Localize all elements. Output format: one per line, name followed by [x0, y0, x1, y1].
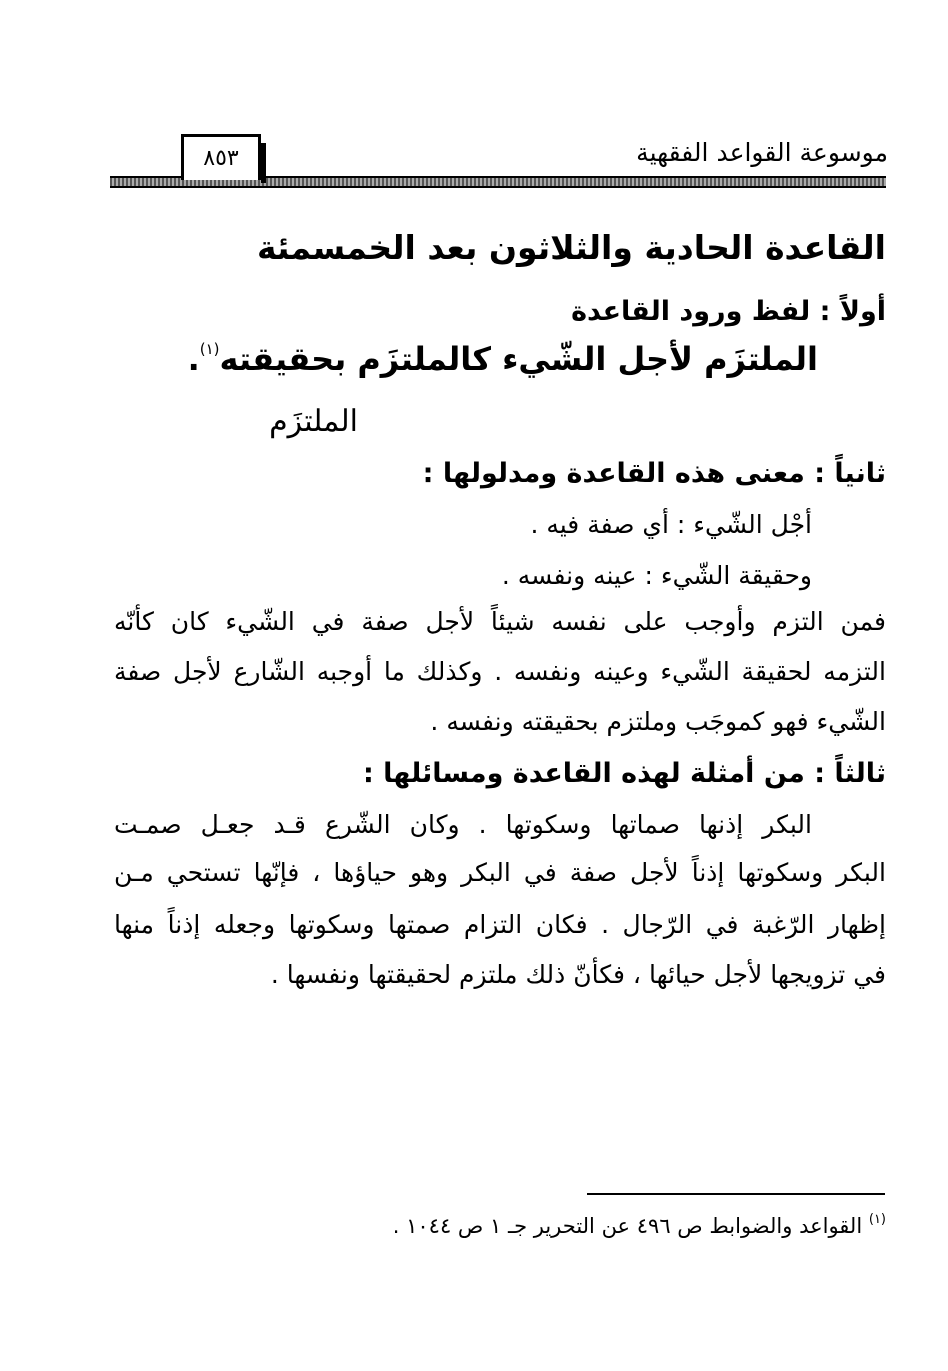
section2-line1: أجْل الشّيء : أي صفة فيه .: [530, 510, 812, 539]
running-title: موسوعة القواعد الفقهية: [636, 138, 888, 167]
chapter-title: القاعدة الحادية والثلاثون بعد الخمسمئة: [257, 228, 886, 267]
rule-text-body: الملتزَم لأجل الشّيء كالملتزَم بحقيقته: [219, 340, 818, 378]
rule-text: [188, 340, 818, 378]
footnote-marker: (١): [868, 1212, 886, 1227]
footnote: [393, 1212, 886, 1238]
section2-line2: وحقيقة الشّيء : عينه ونفسه .: [501, 561, 812, 590]
section2-para-line: الشّيء فهو كموجَب وملتزم بحقيقته ونفسه .: [430, 707, 886, 736]
section3-heading: ثالثاً : من أمثلة لهذه القاعدة ومسائلها :: [362, 758, 886, 789]
section3-para-line: البكر وسكوتها إذناً لأجل صفة في البكر وهو حياؤها ، فإنّها تستحي مـن: [114, 858, 886, 887]
section2-para-line: التزمه لحقيقة الشّيء وعينه ونفسه . وكذلك ما أوجبه الشّارع لأجل صفة: [114, 657, 886, 686]
section2-heading: ثانياً : معنى هذه القاعدة ومدلولها :: [422, 458, 886, 489]
page-number: ٨٥٣: [181, 134, 261, 180]
section3-para-line: إظهار الرّغبة في الرّجال . فكان التزام صمتها وسكوتها وجعله إذناً منها: [114, 910, 886, 939]
rule-text-end: .: [187, 340, 200, 378]
footnote-rule: [587, 1193, 885, 1195]
section1-heading: أولاً : لفظ ورود القاعدة: [571, 296, 886, 327]
section3-para-line: في تزويجها لأجل حيائها ، فكأنّ ذلك ملتزم لحقيقتها ونفسها .: [270, 960, 886, 989]
section3-para-line: البكر إذنها صماتها وسكوتها . وكان الشّرع قـد جعـل صمـت: [114, 810, 812, 839]
keyword: الملتزَم: [269, 404, 358, 439]
footnote-text: القواعد والضوابط ص ٤٩٦ عن التحرير جـ ١ ص ١٠٤٤ .: [392, 1214, 863, 1238]
rule-footnote-marker: (١): [199, 340, 220, 358]
section2-para-line: فمن التزم وأوجب على نفسه شيئاً لأجل صفة في الشّيء كان كأنّه: [114, 607, 886, 636]
